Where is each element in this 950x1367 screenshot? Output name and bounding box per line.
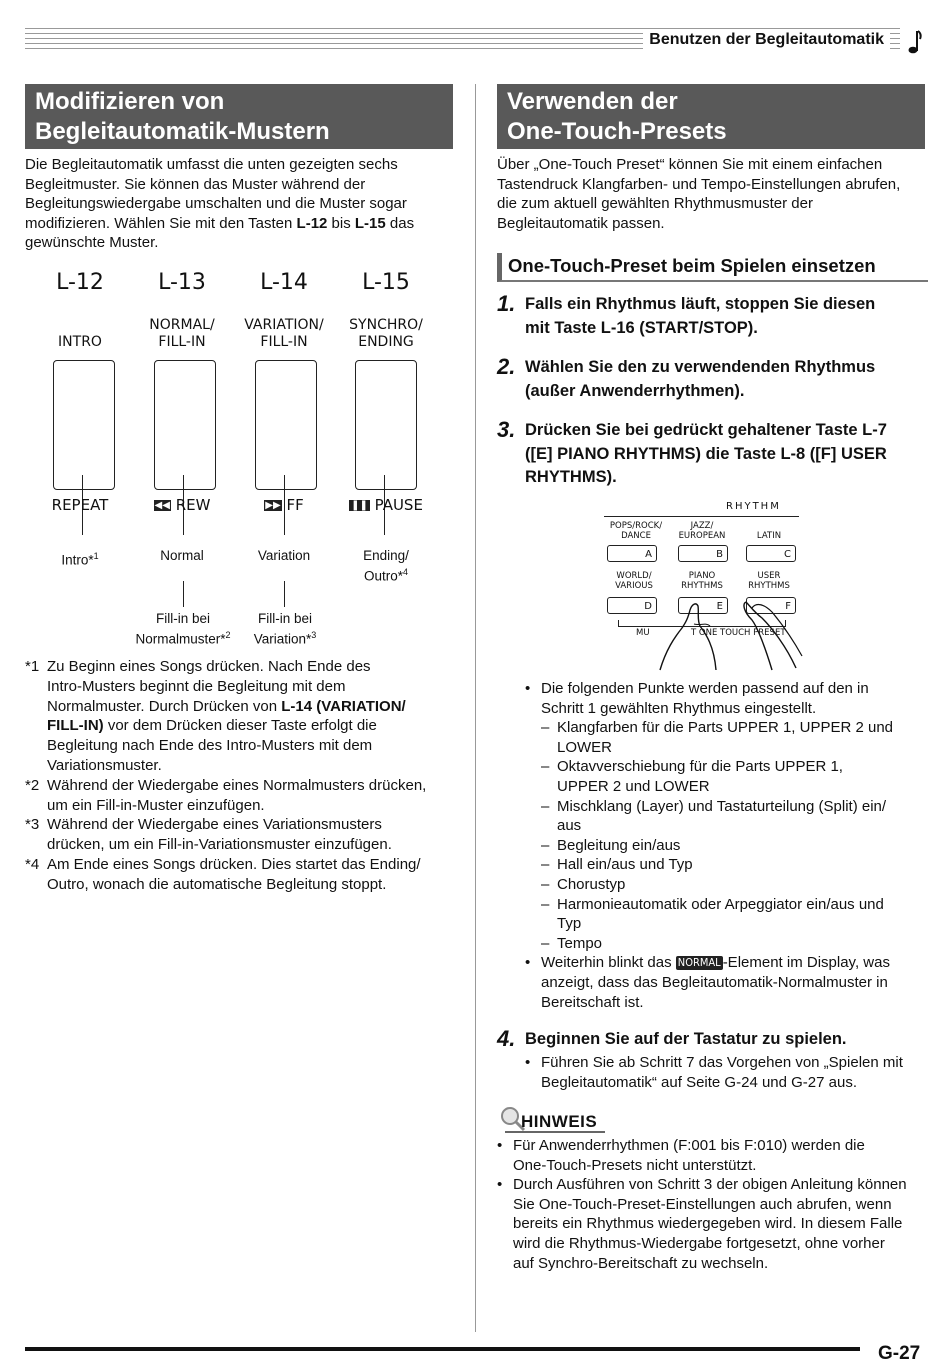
- key-top-label-l13: NORMAL/ FILL-IN: [149, 317, 215, 350]
- subheading: One-Touch-Preset beim Spielen einsetzen: [497, 253, 928, 282]
- key-button-l12[interactable]: [53, 360, 115, 490]
- fillin-leader-normal: [183, 581, 184, 607]
- fillin-caption-variation: Fill-in bei Variation*$^3$: [253, 611, 317, 647]
- key-top-label-l14: VARIATION/ FILL-IN: [244, 317, 324, 350]
- left-section-heading: Modifizieren von Begleitautomatik-Mustern: [25, 84, 453, 149]
- key-id-l13: L-13: [158, 270, 206, 295]
- fillin-caption-normal: Fill-in bei Normalmuster*$^2$: [135, 611, 231, 647]
- hand-icon: [596, 500, 806, 672]
- rhythm-button-f[interactable]: F: [746, 597, 796, 614]
- accompaniment-keys-diagram: [30, 265, 450, 645]
- key-button-l14[interactable]: [255, 360, 317, 490]
- pause-icon: ❚❚: [351, 500, 368, 511]
- step-1: 1. Falls ein Rhythmus läuft, stoppen Sie diesen mit Taste L-16 (START/STOP).: [497, 291, 876, 337]
- running-header: Benutzen der Begleitautomatik: [643, 31, 890, 49]
- page-number: G-27: [878, 1343, 921, 1364]
- fast-forward-icon: ▶▶: [265, 500, 281, 511]
- column-divider: [475, 84, 476, 1332]
- rhythm-label-f: USER RHYTHMS: [748, 571, 790, 591]
- music-note-icon: [904, 28, 922, 56]
- fillin-leader-variation: [284, 581, 285, 607]
- hinweis-heading: [497, 1105, 617, 1135]
- key-id-l14: L-14: [260, 270, 308, 295]
- key-id-l15: L-15: [362, 270, 410, 295]
- key-top-label-l15: SYNCHRO/ ENDING: [349, 317, 423, 350]
- rhythm-button-b[interactable]: B: [678, 545, 728, 562]
- rhythm-bottom-left: MU: [636, 628, 650, 638]
- key-caption-l12: Intro*$^1$: [61, 551, 99, 568]
- preset-settings-list: • Die folgenden Punkte werden passend auf den in Schritt 1 gewählten Rhythmus eingestellt. – Klangfarben für die Parts UPPER 1, UPPER 2 und LOWER – Oktavverschiebung für die Parts UPPER 1, UPPER 2 und LOWER – Mischklang (Layer) und Tastaturteilung (Split) ein/ aus – Begleitung ein/aus – Hall ein/aus und Typ – Chorustyp – Harmonieautomatik oder Arpeggiator ein/aus und Typ – Tempo • Weiterhin blinkt das NORMAL -Element im Display, was anzeigt, dass das Begleitautomatik-Normalmuster in Bereitschaft ist.: [525, 680, 894, 1011]
- step-4: 4. Beginnen Sie auf der Tastatur zu spielen.: [497, 1026, 847, 1051]
- footer-rule: [25, 1347, 860, 1351]
- rhythm-label-c2: LATIN: [756, 531, 782, 541]
- rhythm-title: RHYTHM: [726, 501, 781, 512]
- key-button-l15[interactable]: [355, 360, 417, 490]
- rhythm-bottom-right: T ONE TOUCH PRESET: [691, 628, 786, 638]
- key-caption-l13: Normal: [160, 548, 204, 563]
- rhythm-label-e: PIANO RHYTHMS: [681, 571, 723, 591]
- footnotes: *1 Zu Beginn eines Songs drücken. Nach Ende des Intro-Musters beginnt die Begleitung mit dem Normalmuster. Durch Drücken von L-14 (VARIATION/ FILL-IN) vor dem Drücken dieser Taste erfolgt die Begleitung nach Ende des Intro-Musters mit dem Variationsmuster. *2 Während der Wiedergabe eines Normalmusters drücken, um ein Fill-in-Muster einzufügen. *3 Während der Wiedergabe eines Variationsmusters drücken, um ein Fill-in-Variationsmuster einzufügen. *4 Am Ende eines Songs drücken. Dies startet das Ending/ Outro, wonach die automatische Begleitung stoppt.: [25, 658, 427, 893]
- rhythm-label-b: JAZZ/ EUROPEAN: [678, 521, 726, 541]
- step-3: 3. Drücken Sie bei gedrückt gehaltener Taste L-7 ([E] PIANO RHYTHMS) die Taste L-8 ([F] USER RHYTHMS).: [497, 417, 887, 486]
- step-4-bullet: • Führen Sie ab Schritt 7 das Vorgehen von „Spielen mit Begleitautomatik“ auf Seite G-24 und G-27 aus.: [525, 1054, 903, 1091]
- rhythm-panel: [596, 500, 806, 672]
- rhythm-button-e[interactable]: E: [678, 597, 728, 614]
- key-caption-l15: Ending/ Outro*$^4$: [363, 548, 409, 584]
- hinweis-title: HINWEIS: [521, 1112, 598, 1131]
- key-bottom-label-l15: ❚❚ PAUSE: [351, 496, 423, 514]
- key-bottom-label-l13: ◀◀ REW: [154, 496, 211, 514]
- rhythm-label-d: WORLD/ VARIOUS: [615, 571, 653, 591]
- hinweis-list: • Für Anwenderrhythmen (F:001 bis F:010) werden die One-Touch-Presets nicht unterstützt. • Durch Ausführen von Schritt 3 der obigen Anleitung können Sie One-Touch-Preset-Einstellungen auch abrufen, wenn bereits ein Rhythmus wiedergegeben wird. In diesem Falle wird die Rhythmus-Wiedergabe fortgesetzt, ohne vorher auf Synchro-Bereitschaft zu wechseln.: [497, 1137, 907, 1272]
- key-id-l12: L-12: [56, 270, 104, 295]
- rhythm-button-d[interactable]: D: [607, 597, 657, 614]
- key-bottom-label-l12: REPEAT: [51, 496, 109, 514]
- rhythm-label-a: POPS/ROCK/ DANCE: [609, 521, 663, 541]
- normal-indicator-icon: NORMAL: [677, 956, 721, 970]
- right-intro-paragraph: Über „One-Touch Preset“ können Sie mit einem einfachen Tastendruck Klangfarben- und Tempo-Einstellungen abrufen, die zum aktuell gewählten Rhythmusmuster der Begleitautomatik passen.: [497, 156, 901, 232]
- key-top-label-l12: INTRO: [58, 334, 102, 350]
- right-section-heading: Verwenden der One-Touch-Presets: [497, 84, 925, 149]
- rewind-icon: ◀◀: [154, 500, 170, 511]
- rhythm-button-c[interactable]: C: [746, 545, 796, 562]
- left-intro-paragraph: Die Begleitautomatik umfasst die unten gezeigten sechs Begleitmuster. Sie können das Muster während der Begleitungswiedergabe umschalten und die Muster sogar modifizieren. Wählen Sie mit den Tasten L-12 bis L-15 das gewünschte Muster.: [25, 156, 415, 252]
- rhythm-button-a[interactable]: A: [607, 545, 657, 562]
- key-button-l13[interactable]: [154, 360, 216, 490]
- key-caption-l14: Variation: [257, 548, 311, 563]
- key-bottom-label-l14: ▶▶ FF: [265, 496, 304, 514]
- step-2: 2. Wählen Sie den zu verwendenden Rhythmus (außer Anwenderrhythmen).: [497, 354, 876, 400]
